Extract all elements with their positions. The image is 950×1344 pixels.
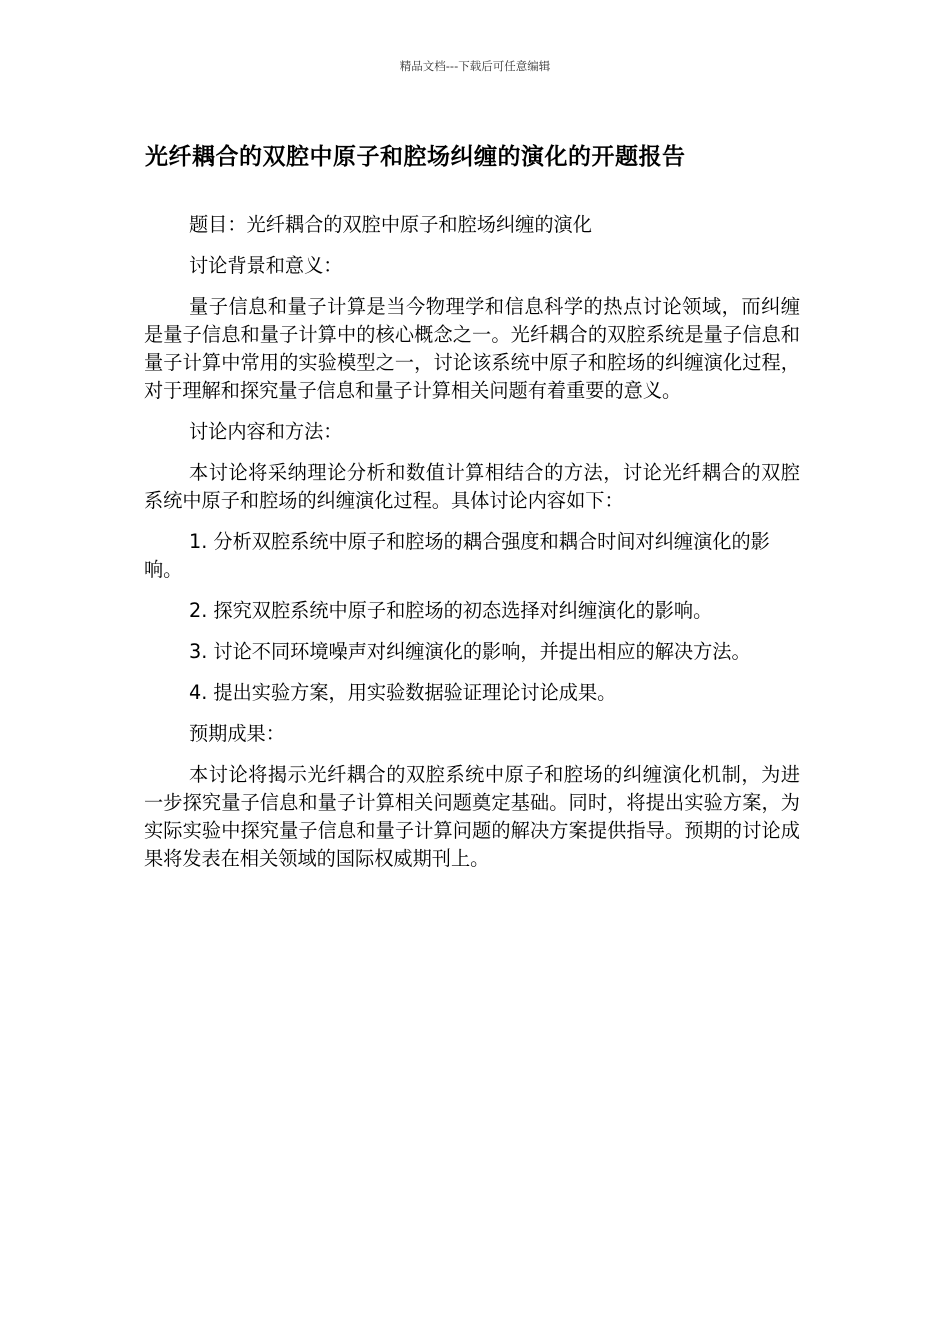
content-list-item: 3. 讨论不同环境噪声对纠缠演化的影响，并提出相应的解决方法。: [189, 640, 751, 663]
background-heading: 讨论背景和意义：: [189, 254, 343, 277]
results-heading: 预期成果：: [189, 722, 285, 745]
content-intro-paragraph: 本讨论将采纳理论分析和数值计算相结合的方法，讨论光纤耦合的双腔系统中原子和腔场的纠缠演化过程。具体讨论内容如下：: [144, 461, 800, 512]
document-body: [144, 211, 800, 886]
content-list-item: 2. 探究双腔系统中原子和腔场的初态选择对纠缠演化的影响。: [189, 599, 713, 622]
content-heading: 讨论内容和方法：: [189, 420, 343, 443]
header-note: 精品文档---下载后可任意编辑: [399, 59, 551, 73]
results-paragraph: 本讨论将揭示光纤耦合的双腔系统中原子和腔场的纠缠演化机制，为进一步探究量子信息和量子计算相关问题奠定基础。同时，将提出实验方案，为实际实验中探究量子信息和量子计算问题的解决方案提供指导。预期的讨论成果将发表在相关领域的国际权威期刊上。: [144, 763, 800, 870]
topic-line: 题目：光纤耦合的双腔中原子和腔场纠缠的演化: [189, 213, 592, 236]
background-paragraph: 量子信息和量子计算是当今物理学和信息科学的热点讨论领域，而纠缠是量子信息和量子计算中的核心概念之一。光纤耦合的双腔系统是量子信息和量子计算中常用的实验模型之一，讨论该系统中原子和腔场的纠缠演化过程，对于理解和探究量子信息和量子计算相关问题有着重要的意义。: [144, 295, 800, 402]
content-list-item: 1. 分析双腔系统中原子和腔场的耦合强度和耦合时间对纠缠演化的影响。: [144, 530, 770, 581]
document-title: 光纤耦合的双腔中原子和腔场纠缠的演化的开题报告: [145, 144, 686, 170]
content-list-item: 4. 提出实验方案，用实验数据验证理论讨论成果。: [189, 681, 617, 704]
